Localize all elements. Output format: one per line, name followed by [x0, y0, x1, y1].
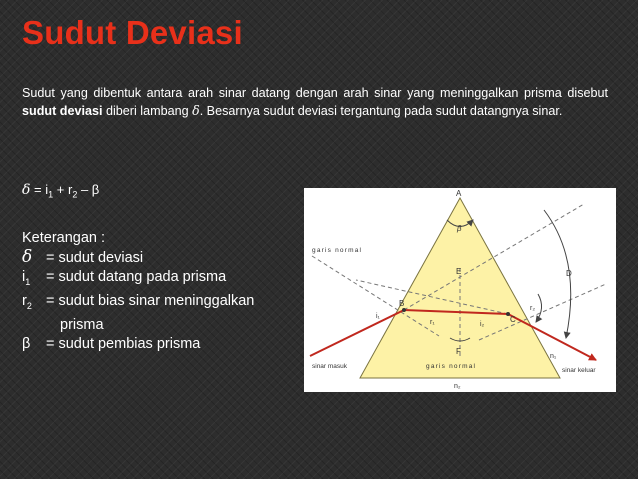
- legend-symbol-sub: 1: [25, 276, 31, 287]
- prism-diagram-svg: [304, 188, 616, 392]
- label-beta: β: [457, 224, 462, 233]
- legend-item-r2: [22, 292, 254, 316]
- legend-text: = sudut deviasi: [46, 250, 144, 266]
- legend-heading: Keterangan :: [22, 230, 106, 246]
- label-n1: n₁: [550, 353, 557, 360]
- label-i2: i₂: [480, 321, 485, 328]
- label-c: C: [510, 315, 516, 324]
- formula-rest: – β: [77, 182, 100, 197]
- legend-item-beta: [22, 335, 254, 354]
- legend-symbol-letter: r: [22, 292, 27, 309]
- legend-symbol: [22, 292, 46, 316]
- formula-eq: = i: [30, 182, 49, 197]
- prism-diagram: [304, 188, 616, 392]
- legend-text: = sudut pembias prisma: [46, 335, 201, 352]
- label-r1: r₁: [430, 319, 435, 326]
- legend-symbol: β: [22, 335, 31, 352]
- delta-symbol: δ: [192, 103, 200, 118]
- point-b-dot: [402, 308, 406, 312]
- label-n2: n₂: [454, 383, 461, 390]
- label-sinar-keluar: sinar keluar: [562, 367, 596, 374]
- legend-item-r2-continuation: prisma: [60, 316, 104, 333]
- legend-text: = sudut datang pada prisma: [46, 269, 227, 285]
- label-r2: r₂: [530, 305, 536, 312]
- label-i1: i₁: [376, 313, 380, 320]
- legend-item-i1: [22, 268, 254, 292]
- slide-title: Sudut Deviasi: [22, 14, 243, 51]
- legend-symbol-letter: i: [22, 269, 26, 285]
- label-garis-normal-bottom: garis normal: [426, 363, 477, 370]
- formula-sub1: 1: [48, 189, 54, 200]
- intro-text-1: Sudut yang dibentuk antara arah sinar datang dengan arah sinar yang meninggalkan prisma disebut: [22, 86, 608, 100]
- formula-sub2: 2: [72, 189, 78, 200]
- intro-text-3: . Besarnya sudut deviasi tergantung pada sudut datangnya sinar.: [199, 104, 563, 118]
- legend-symbol: [22, 268, 46, 292]
- label-garis-normal-left: garis normal: [312, 247, 363, 254]
- legend-symbol-sub: 2: [26, 300, 32, 311]
- intro-text-2: diberi lambang: [102, 104, 193, 118]
- deviation-formula: [22, 182, 99, 200]
- label-a: A: [456, 189, 462, 198]
- label-d: D: [566, 269, 572, 278]
- intro-paragraph: [22, 84, 608, 120]
- label-sinar-masuk: sinar masuk: [312, 363, 348, 370]
- legend-text: = sudut bias sinar meninggalkan: [46, 292, 255, 309]
- label-e: E: [456, 267, 462, 276]
- angle-r2-arc: [536, 294, 542, 322]
- intro-bold-term: sudut deviasi: [22, 104, 103, 118]
- legend-symbol: δ: [22, 247, 33, 267]
- label-b: B: [399, 299, 405, 308]
- legend-item-delta: [22, 248, 254, 268]
- legend: [22, 229, 254, 354]
- formula-plus: + r: [53, 182, 73, 197]
- formula-delta: δ: [22, 182, 31, 198]
- label-f: F: [456, 347, 461, 356]
